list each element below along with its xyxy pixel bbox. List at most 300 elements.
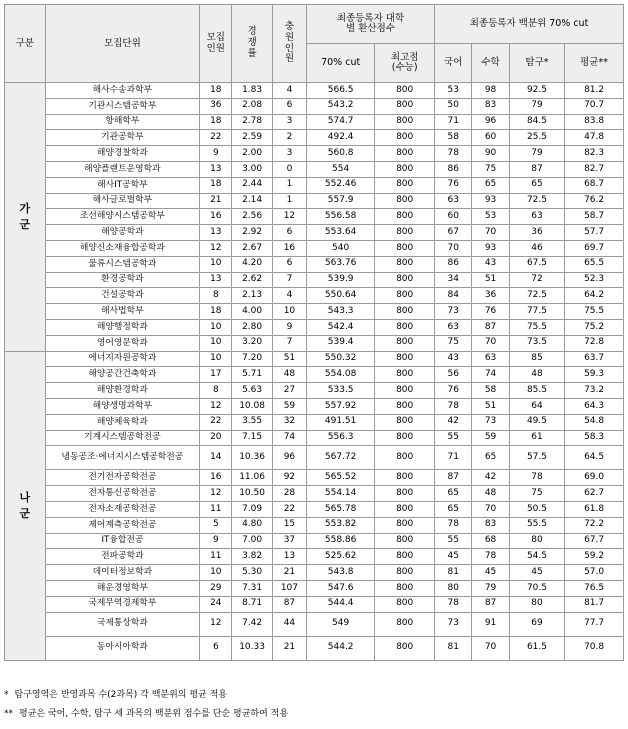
cell-ratio: 5.30 <box>232 565 273 581</box>
cell-score-max: 800 <box>375 517 435 533</box>
cell-ratio: 1.83 <box>232 83 273 99</box>
table-row <box>5 414 624 430</box>
cell-quota: 36 <box>200 98 232 114</box>
cell-pct-inquiry: 80 <box>509 533 564 549</box>
cell-score-max: 800 <box>375 367 435 383</box>
table-row <box>5 209 624 225</box>
cell-pct-inquiry: 65 <box>509 177 564 193</box>
cell-pct-math: 74 <box>472 367 509 383</box>
cell-pct-avg: 59.3 <box>565 367 624 383</box>
cell-quota: 5 <box>200 517 232 533</box>
cell-unit: 해양경찰학과 <box>45 146 200 162</box>
cell-ratio: 7.31 <box>232 580 273 596</box>
cell-pct-avg: 64.2 <box>565 288 624 304</box>
cell-quota: 18 <box>200 177 232 193</box>
cell-pct-avg: 52.3 <box>565 272 624 288</box>
cell-pct-inquiry: 85 <box>509 351 564 367</box>
cell-pct-avg: 61.8 <box>565 501 624 517</box>
cell-fill: 4 <box>272 83 306 99</box>
cell-fill: 59 <box>272 398 306 414</box>
cell-pct-korean: 67 <box>435 225 472 241</box>
cell-ratio: 5.71 <box>232 367 273 383</box>
cell-pct-math: 76 <box>472 304 509 320</box>
footnote-1 <box>4 686 624 705</box>
table-row <box>5 351 624 367</box>
table-row <box>5 430 624 446</box>
cell-pct-inquiry: 72.5 <box>509 288 564 304</box>
cell-pct-avg: 64.5 <box>565 446 624 470</box>
cell-quota: 12 <box>200 486 232 502</box>
cell-quota: 12 <box>200 398 232 414</box>
cell-pct-inquiry: 79 <box>509 146 564 162</box>
cell-pct-avg: 69.7 <box>565 240 624 256</box>
cell-pct-avg: 62.7 <box>565 486 624 502</box>
cell-pct-math: 63 <box>472 351 509 367</box>
cell-unit: 해사IT공학부 <box>45 177 200 193</box>
cell-score-max: 800 <box>375 398 435 414</box>
cell-ratio: 3.82 <box>232 549 273 565</box>
cell-fill: 2 <box>272 130 306 146</box>
cell-pct-math: 68 <box>472 533 509 549</box>
cell-score-max: 800 <box>375 414 435 430</box>
footnote-2-mark: ** <box>4 709 13 719</box>
cell-score-max: 800 <box>375 209 435 225</box>
cell-unit: 해양행정학과 <box>45 319 200 335</box>
cell-pct-avg: 82.3 <box>565 146 624 162</box>
cell-pct-math: 78 <box>472 549 509 565</box>
cell-score-max: 800 <box>375 596 435 612</box>
cell-pct-korean: 78 <box>435 398 472 414</box>
cell-pct-inquiry: 69 <box>509 612 564 636</box>
cell-pct-avg: 54.8 <box>565 414 624 430</box>
cell-fill: 3 <box>272 146 306 162</box>
cell-pct-math: 51 <box>472 398 509 414</box>
table-row <box>5 272 624 288</box>
cell-fill: 28 <box>272 486 306 502</box>
cell-pct-math: 43 <box>472 256 509 272</box>
cell-score-70: 539.9 <box>307 272 375 288</box>
table-row <box>5 612 624 636</box>
cell-pct-math: 93 <box>472 193 509 209</box>
cell-pct-korean: 55 <box>435 533 472 549</box>
cell-score-70: 566.5 <box>307 83 375 99</box>
cell-pct-inquiry: 49.5 <box>509 414 564 430</box>
cell-quota: 13 <box>200 272 232 288</box>
cell-quota: 11 <box>200 501 232 517</box>
cell-score-max: 800 <box>375 335 435 351</box>
cell-ratio: 2.59 <box>232 130 273 146</box>
cell-pct-korean: 63 <box>435 319 472 335</box>
cell-ratio: 2.56 <box>232 209 273 225</box>
cell-score-max: 800 <box>375 146 435 162</box>
cell-quota: 18 <box>200 83 232 99</box>
cell-unit: 국제무역경제학부 <box>45 596 200 612</box>
cell-score-70: 542.4 <box>307 319 375 335</box>
cell-score-70: 547.6 <box>307 580 375 596</box>
header-unit: 모집단위 <box>45 5 200 83</box>
table-row <box>5 98 624 114</box>
cell-pct-math: 87 <box>472 596 509 612</box>
cell-pct-inquiry: 64 <box>509 398 564 414</box>
cell-pct-avg: 47.8 <box>565 130 624 146</box>
cell-score-max: 800 <box>375 636 435 660</box>
group-label-text: 가군 <box>19 202 31 231</box>
cell-unit: 해양플랜트운영학과 <box>45 161 200 177</box>
cell-quota: 13 <box>200 161 232 177</box>
cell-pct-korean: 65 <box>435 486 472 502</box>
cell-score-max: 800 <box>375 580 435 596</box>
table-row <box>5 177 624 193</box>
cell-pct-korean: 60 <box>435 209 472 225</box>
cell-fill: 9 <box>272 319 306 335</box>
cell-pct-inquiry: 85.5 <box>509 383 564 399</box>
cell-quota: 16 <box>200 209 232 225</box>
cell-pct-math: 45 <box>472 565 509 581</box>
cell-fill: 22 <box>272 501 306 517</box>
table-row <box>5 517 624 533</box>
cell-pct-korean: 80 <box>435 580 472 596</box>
cell-unit: 동아시아학과 <box>45 636 200 660</box>
cell-pct-inquiry: 84.5 <box>509 114 564 130</box>
cell-pct-korean: 34 <box>435 272 472 288</box>
cell-ratio: 2.44 <box>232 177 273 193</box>
cell-score-70: 563.76 <box>307 256 375 272</box>
table-row <box>5 636 624 660</box>
cell-pct-inquiry: 78 <box>509 470 564 486</box>
header-score-max-label: 최고점(수능) <box>390 52 419 73</box>
cell-pct-inquiry: 48 <box>509 367 564 383</box>
cell-score-max: 800 <box>375 533 435 549</box>
cell-pct-inquiry: 50.5 <box>509 501 564 517</box>
footnote-1-mark: * <box>4 690 9 700</box>
cell-pct-math: 70 <box>472 225 509 241</box>
cell-score-70: 492.4 <box>307 130 375 146</box>
cell-score-max: 800 <box>375 612 435 636</box>
cell-unit: 제어계측공학전공 <box>45 517 200 533</box>
cell-score-70: 560.8 <box>307 146 375 162</box>
cell-score-70: 549 <box>307 612 375 636</box>
header-score-70: 70% cut <box>307 44 375 83</box>
cell-unit: 해사글로벌학부 <box>45 193 200 209</box>
cell-unit: 기계시스템공학전공 <box>45 430 200 446</box>
cell-ratio: 2.92 <box>232 225 273 241</box>
table-row <box>5 565 624 581</box>
cell-ratio: 2.78 <box>232 114 273 130</box>
cell-quota: 12 <box>200 612 232 636</box>
cell-score-max: 800 <box>375 486 435 502</box>
cell-pct-math: 70 <box>472 335 509 351</box>
cell-pct-math: 48 <box>472 486 509 502</box>
cell-pct-avg: 67.7 <box>565 533 624 549</box>
cell-pct-avg: 65.5 <box>565 256 624 272</box>
cell-fill: 96 <box>272 446 306 470</box>
cell-unit: 해양생명과학부 <box>45 398 200 414</box>
cell-quota: 6 <box>200 636 232 660</box>
cell-pct-korean: 65 <box>435 501 472 517</box>
cell-score-max: 800 <box>375 430 435 446</box>
group-label-text: 나군 <box>19 491 31 520</box>
cell-pct-math: 58 <box>472 383 509 399</box>
cell-pct-avg: 57.0 <box>565 565 624 581</box>
cell-quota: 22 <box>200 414 232 430</box>
header-ratio-label: 경쟁률 <box>247 26 257 59</box>
cell-ratio: 2.62 <box>232 272 273 288</box>
cell-pct-korean: 71 <box>435 114 472 130</box>
cell-unit: 영어영문학과 <box>45 335 200 351</box>
cell-pct-inquiry: 80 <box>509 596 564 612</box>
cell-score-70: 557.92 <box>307 398 375 414</box>
cell-pct-korean: 71 <box>435 446 472 470</box>
table-row <box>5 161 624 177</box>
cell-fill: 48 <box>272 367 306 383</box>
cell-score-max: 800 <box>375 225 435 241</box>
cell-pct-korean: 78 <box>435 146 472 162</box>
table-row <box>5 398 624 414</box>
cell-pct-korean: 56 <box>435 367 472 383</box>
cell-pct-math: 87 <box>472 319 509 335</box>
cell-score-max: 800 <box>375 177 435 193</box>
cell-pct-avg: 73.2 <box>565 383 624 399</box>
cell-unit: 전기전자공학전공 <box>45 470 200 486</box>
cell-pct-inquiry: 57.5 <box>509 446 564 470</box>
cell-pct-avg: 72.8 <box>565 335 624 351</box>
cell-unit: 해사수송과학부 <box>45 83 200 99</box>
footnote-1-text: 탐구영역은 반영과목 수(2과목) 각 백분위의 평균 적용 <box>14 690 227 700</box>
cell-score-70: 533.5 <box>307 383 375 399</box>
cell-score-max: 800 <box>375 193 435 209</box>
cell-score-max: 800 <box>375 114 435 130</box>
cell-score-70: 543.8 <box>307 565 375 581</box>
cell-pct-avg: 70.7 <box>565 98 624 114</box>
header-quota <box>200 5 232 83</box>
cell-ratio: 11.06 <box>232 470 273 486</box>
cell-quota: 10 <box>200 256 232 272</box>
cell-pct-korean: 78 <box>435 517 472 533</box>
table-row <box>5 240 624 256</box>
cell-pct-avg: 59.2 <box>565 549 624 565</box>
cell-score-70: 544.4 <box>307 596 375 612</box>
cell-score-max: 800 <box>375 501 435 517</box>
cell-score-70: 574.7 <box>307 114 375 130</box>
cell-score-70: 544.2 <box>307 636 375 660</box>
cell-fill: 0 <box>272 161 306 177</box>
cell-pct-korean: 70 <box>435 240 472 256</box>
cell-pct-inquiry: 46 <box>509 240 564 256</box>
cell-fill: 6 <box>272 256 306 272</box>
cell-pct-math: 93 <box>472 240 509 256</box>
cell-ratio: 2.08 <box>232 98 273 114</box>
cell-pct-avg: 58.3 <box>565 430 624 446</box>
cell-quota: 11 <box>200 549 232 565</box>
cell-fill: 6 <box>272 225 306 241</box>
cell-pct-math: 79 <box>472 580 509 596</box>
cell-unit: 해양신소재융합공학과 <box>45 240 200 256</box>
cell-fill: 32 <box>272 414 306 430</box>
cell-pct-korean: 76 <box>435 383 472 399</box>
cell-score-max: 800 <box>375 565 435 581</box>
cell-quota: 12 <box>200 240 232 256</box>
cell-score-70: 550.32 <box>307 351 375 367</box>
header-score-max <box>375 44 435 83</box>
header-fill-label: 충원인원 <box>284 20 295 65</box>
cell-pct-math: 83 <box>472 98 509 114</box>
cell-pct-avg: 75.2 <box>565 319 624 335</box>
header-pct-inquiry: 탐구* <box>509 44 564 83</box>
cell-fill: 51 <box>272 351 306 367</box>
table-row <box>5 533 624 549</box>
cell-unit: 해양공학과 <box>45 225 200 241</box>
cell-unit: 해사법학부 <box>45 304 200 320</box>
cell-pct-korean: 86 <box>435 161 472 177</box>
cell-quota: 13 <box>200 225 232 241</box>
table-header <box>5 5 624 83</box>
cell-ratio: 7.09 <box>232 501 273 517</box>
cell-pct-inquiry: 67.5 <box>509 256 564 272</box>
cell-fill: 10 <box>272 304 306 320</box>
table-row <box>5 193 624 209</box>
header-score-group <box>307 5 435 44</box>
cell-score-70: 556.58 <box>307 209 375 225</box>
cell-fill: 1 <box>272 193 306 209</box>
cell-pct-math: 60 <box>472 130 509 146</box>
cell-unit: 해양체육학과 <box>45 414 200 430</box>
cell-fill: 27 <box>272 383 306 399</box>
table-row <box>5 549 624 565</box>
cell-unit: 해양환경학과 <box>45 383 200 399</box>
footnotes <box>4 686 624 724</box>
table-row <box>5 446 624 470</box>
table-row <box>5 304 624 320</box>
cell-score-max: 800 <box>375 549 435 565</box>
cell-ratio: 10.36 <box>232 446 273 470</box>
cell-fill: 7 <box>272 272 306 288</box>
cell-pct-inquiry: 70.5 <box>509 580 564 596</box>
cell-pct-avg: 76.2 <box>565 193 624 209</box>
cell-pct-math: 70 <box>472 501 509 517</box>
cell-pct-korean: 76 <box>435 177 472 193</box>
cell-pct-inquiry: 45 <box>509 565 564 581</box>
table-row <box>5 486 624 502</box>
cell-pct-korean: 55 <box>435 430 472 446</box>
cell-ratio: 3.00 <box>232 161 273 177</box>
cell-pct-inquiry: 55.5 <box>509 517 564 533</box>
cell-pct-math: 70 <box>472 636 509 660</box>
cell-quota: 21 <box>200 193 232 209</box>
cell-unit: 에너지자원공학과 <box>45 351 200 367</box>
cell-score-70: 554 <box>307 161 375 177</box>
table-row <box>5 580 624 596</box>
cell-pct-avg: 64.3 <box>565 398 624 414</box>
cell-pct-avg: 75.5 <box>565 304 624 320</box>
cell-ratio: 3.55 <box>232 414 273 430</box>
cell-score-70: 543.2 <box>307 98 375 114</box>
cell-score-max: 800 <box>375 470 435 486</box>
cell-score-70: 540 <box>307 240 375 256</box>
cell-score-70: 565.78 <box>307 501 375 517</box>
cell-pct-avg: 58.7 <box>565 209 624 225</box>
cell-score-max: 800 <box>375 446 435 470</box>
cell-score-max: 800 <box>375 383 435 399</box>
cell-score-70: 565.52 <box>307 470 375 486</box>
header-group: 구분 <box>5 5 46 83</box>
cell-pct-korean: 50 <box>435 98 472 114</box>
cell-pct-korean: 43 <box>435 351 472 367</box>
cell-pct-avg: 72.2 <box>565 517 624 533</box>
cell-pct-korean: 53 <box>435 83 472 99</box>
cell-pct-avg: 70.8 <box>565 636 624 660</box>
table-row <box>5 596 624 612</box>
cell-ratio: 7.00 <box>232 533 273 549</box>
table-row <box>5 383 624 399</box>
cell-pct-inquiry: 79 <box>509 98 564 114</box>
cell-pct-avg: 57.7 <box>565 225 624 241</box>
cell-score-max: 800 <box>375 83 435 99</box>
cell-pct-inquiry: 87 <box>509 161 564 177</box>
group-label <box>5 83 46 352</box>
cell-unit: 전자소재공학전공 <box>45 501 200 517</box>
table-row <box>5 225 624 241</box>
cell-score-70: 554.08 <box>307 367 375 383</box>
header-fill <box>272 5 306 83</box>
cell-pct-inquiry: 25.5 <box>509 130 564 146</box>
cell-score-70: 552.46 <box>307 177 375 193</box>
cell-pct-korean: 73 <box>435 304 472 320</box>
cell-fill: 44 <box>272 612 306 636</box>
cell-quota: 8 <box>200 383 232 399</box>
cell-fill: 107 <box>272 580 306 596</box>
cell-fill: 15 <box>272 517 306 533</box>
cell-ratio: 7.20 <box>232 351 273 367</box>
cell-pct-avg: 81.7 <box>565 596 624 612</box>
cell-pct-avg: 81.2 <box>565 83 624 99</box>
cell-pct-avg: 77.7 <box>565 612 624 636</box>
cell-pct-math: 75 <box>472 161 509 177</box>
cell-ratio: 10.08 <box>232 398 273 414</box>
cell-ratio: 2.67 <box>232 240 273 256</box>
cell-pct-inquiry: 73.5 <box>509 335 564 351</box>
header-pct-avg: 평균** <box>565 44 624 83</box>
cell-score-max: 800 <box>375 272 435 288</box>
table-row <box>5 146 624 162</box>
cell-unit: 건설공학과 <box>45 288 200 304</box>
cell-unit: 전파공학과 <box>45 549 200 565</box>
cell-unit: 항해학부 <box>45 114 200 130</box>
cell-quota: 10 <box>200 565 232 581</box>
cell-quota: 9 <box>200 146 232 162</box>
cell-ratio: 10.33 <box>232 636 273 660</box>
cell-pct-korean: 86 <box>435 256 472 272</box>
cell-ratio: 2.14 <box>232 193 273 209</box>
cell-ratio: 4.80 <box>232 517 273 533</box>
cell-score-70: 543.3 <box>307 304 375 320</box>
cell-quota: 20 <box>200 430 232 446</box>
header-score-group-label: 최종등록자 대학별 환산점수 <box>336 13 405 34</box>
cell-unit: 환경공학과 <box>45 272 200 288</box>
cell-ratio: 4.20 <box>232 256 273 272</box>
cell-unit: 국제통상학과 <box>45 612 200 636</box>
cell-score-70: 491.51 <box>307 414 375 430</box>
cell-quota: 16 <box>200 470 232 486</box>
cell-ratio: 10.50 <box>232 486 273 502</box>
cell-pct-avg: 69.0 <box>565 470 624 486</box>
table-body <box>5 83 624 661</box>
header-pct-group: 최종등록자 백분위 70% cut <box>435 5 624 44</box>
cell-score-70: 556.3 <box>307 430 375 446</box>
cell-pct-math: 65 <box>472 177 509 193</box>
cell-fill: 6 <box>272 98 306 114</box>
cell-unit: 기관시스템공학부 <box>45 98 200 114</box>
cell-pct-math: 53 <box>472 209 509 225</box>
